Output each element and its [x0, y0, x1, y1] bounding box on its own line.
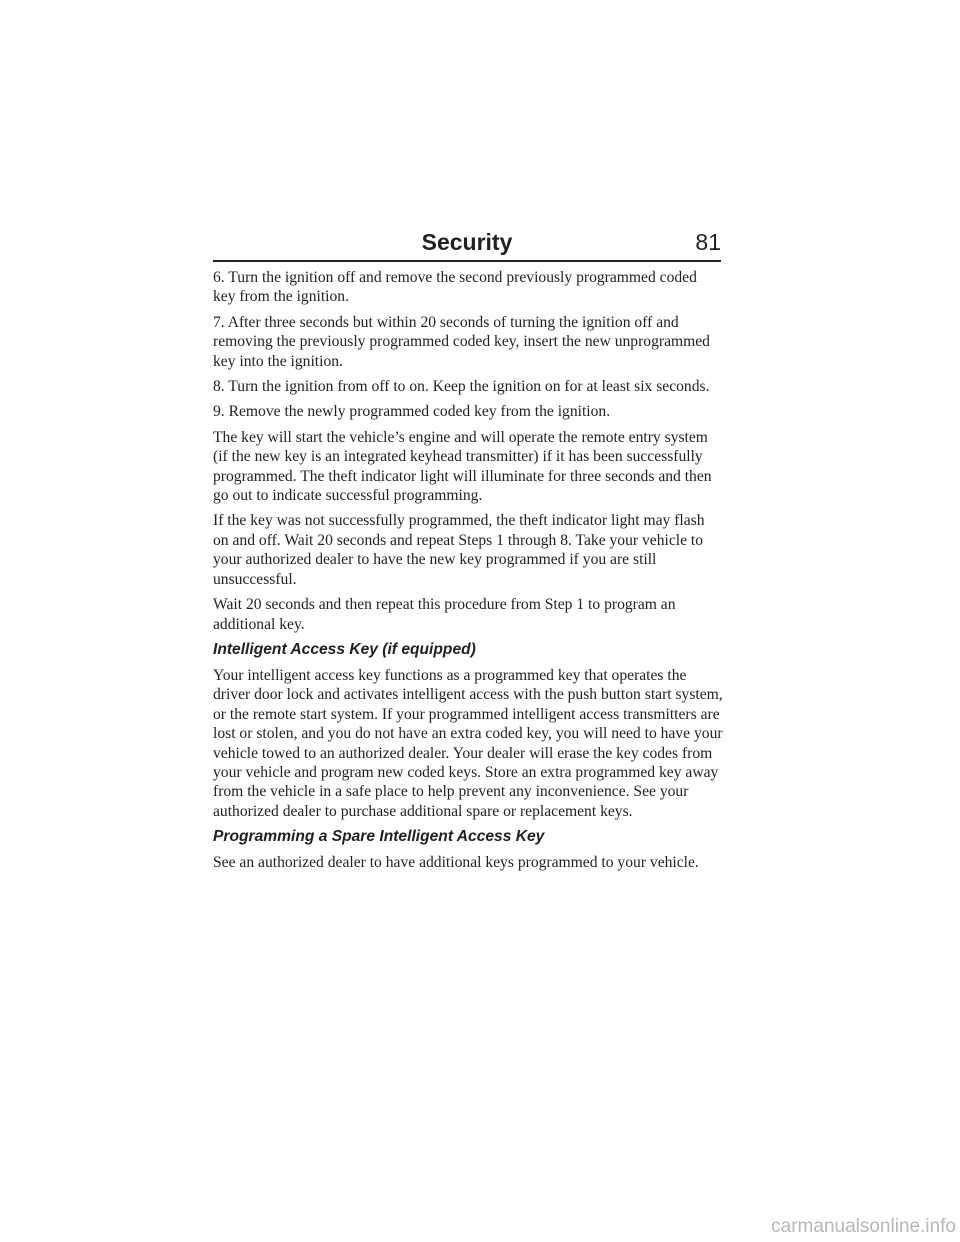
page-number: 81: [695, 229, 721, 255]
step-6-paragraph: 6. Turn the ignition off and remove the second previously programmed coded key from the ignition.: [213, 269, 697, 306]
header-divider: [213, 260, 721, 262]
spare-key-paragraph: See an authorized dealer to have additional keys programmed to your vehicle.: [213, 854, 699, 872]
key-start-paragraph: The key will start the vehicle’s engine and will operate the remote entry system (if the new key is an integrated keyhead transmitter) if it has been successfully programmed. The theft indicator light will illuminate for three seconds and then go out to indicate successful programming.: [213, 428, 712, 505]
additional-key-paragraph: Wait 20 seconds and then repeat this procedure from Step 1 to program an additional key.: [213, 596, 676, 633]
page-content: [213, 268, 723, 879]
intelligent-access-paragraph: Your intelligent access key functions as a programmed key that operates the driver door lock and activates intelligent access with the push button start system, or the remote start system. If your programmed intelligent access transmitters are lost or stolen, and you do not have an extra coded key, you will need to have your vehicle towed to an authorized dealer. Your dealer will erase the key codes from your vehicle and program new coded keys. Store an extra programmed key away from the vehicle in a safe place to help prevent any inconvenience. See your authorized dealer to purchase additional spare or replacement keys.: [213, 666, 723, 820]
unsuccessful-paragraph: If the key was not successfully programmed, the theft indicator light may flash on and off. Wait 20 seconds and repeat Steps 1 through 8. Take your vehicle to your authorized dealer to have the new key programmed if you are still unsuccessful.: [213, 512, 705, 588]
step-7-paragraph: 7. After three seconds but within 20 seconds of turning the ignition off and removing the previously programmed coded key, insert the new unprogrammed key into the ignition.: [213, 313, 710, 370]
section-title: Security: [421, 229, 513, 255]
spare-key-heading: Programming a Spare Intelligent Access Key: [213, 828, 545, 846]
step-8-paragraph: 8. Turn the ignition from off to on. Keep the ignition on for at least six seconds.: [213, 378, 710, 396]
page-header: [213, 227, 721, 263]
watermark-text: carmanualsonline.info: [771, 1216, 956, 1237]
intelligent-access-heading: Intelligent Access Key (if equipped): [213, 640, 476, 658]
step-9-paragraph: 9. Remove the newly programmed coded key from the ignition.: [213, 403, 611, 421]
